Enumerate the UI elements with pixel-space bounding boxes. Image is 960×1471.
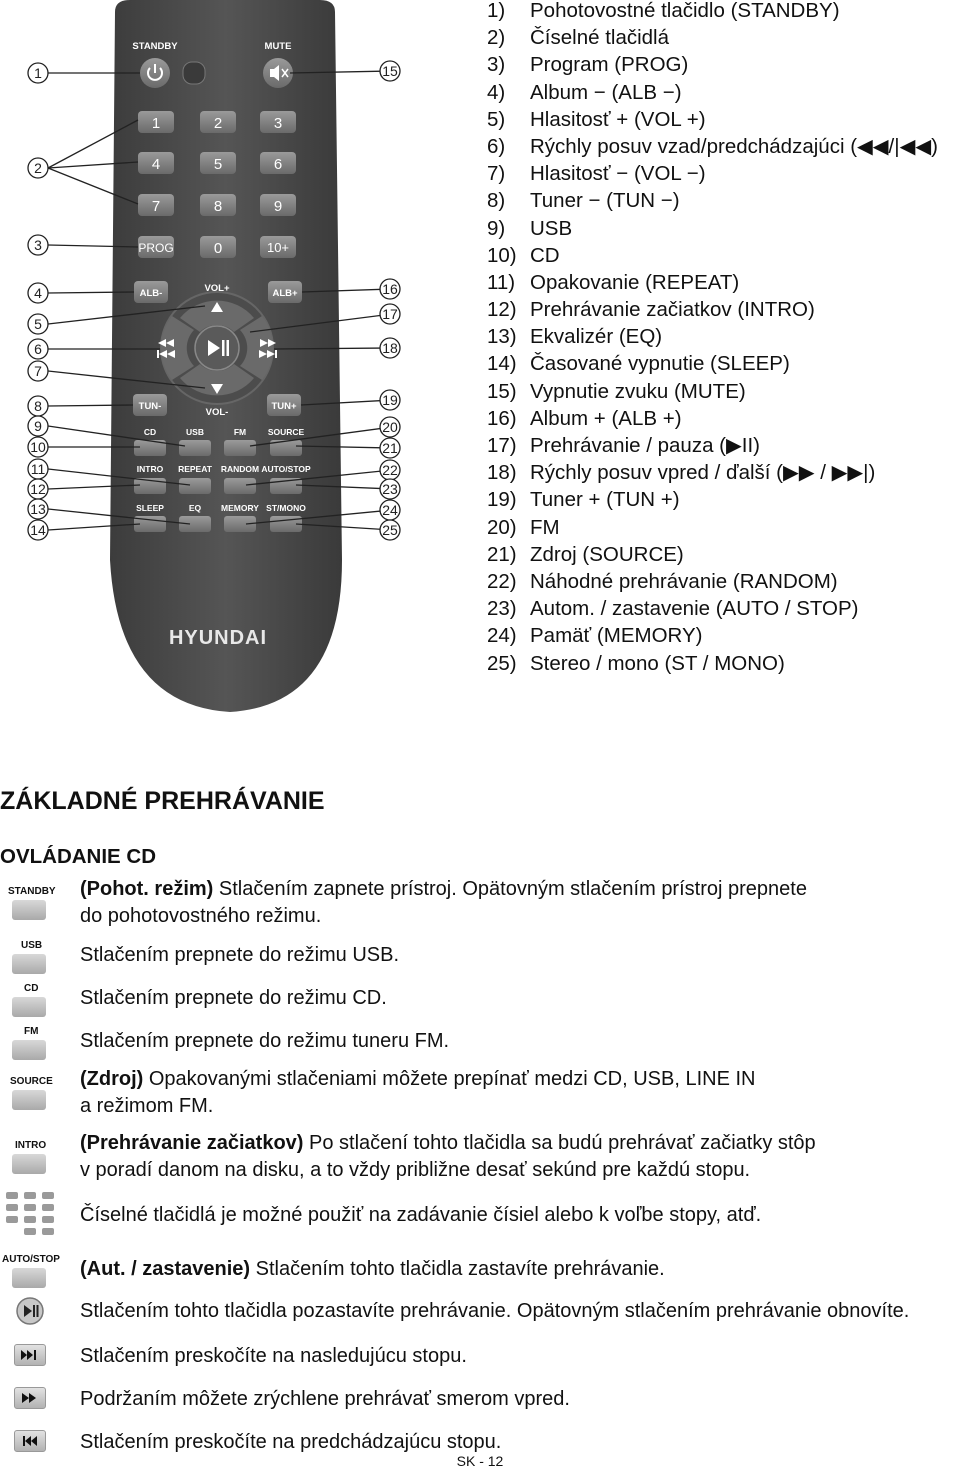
vol-plus-label: VOL+ (204, 283, 230, 294)
legend-item (487, 571, 957, 598)
svg-text:16: 16 (382, 281, 398, 297)
legend-number: 4) (487, 80, 506, 104)
svg-text:FM: FM (233, 427, 247, 437)
svg-text:2: 2 (213, 115, 223, 132)
svg-text:13: 13 (30, 501, 46, 517)
remote-control-diagram (20, 0, 420, 715)
legend-number: 14) (487, 352, 517, 376)
svg-text:10+: 10+ (266, 240, 290, 255)
mute-button[interactable] (263, 58, 293, 88)
callout-11 (28, 459, 48, 479)
svg-text:EQ: EQ (188, 503, 202, 513)
legend-text: Album + (ALB +) (530, 406, 682, 430)
svg-text:11: 11 (30, 461, 46, 477)
legend-number: 9) (487, 216, 506, 240)
callout-13 (28, 499, 48, 519)
number-key[interactable] (138, 152, 174, 174)
standby-icon-label: STANDBY (8, 886, 56, 897)
legend-text: Pohotovostné tlačidlo (STANDBY) (530, 0, 840, 22)
legend-number: 7) (487, 162, 506, 186)
legend-number: 20) (487, 515, 517, 539)
legend-text: Vypnutie zvuku (MUTE) (530, 379, 746, 403)
svg-text:1: 1 (34, 65, 42, 81)
callout-17 (380, 304, 400, 324)
legend-item (487, 245, 957, 272)
legend-number: 21) (487, 542, 517, 566)
alb-minus-button[interactable] (134, 281, 168, 303)
legend-number: 11) (487, 270, 516, 294)
legend-text: Rýchly posuv vzad/predchádzajúci (◀◀/|◀◀) (530, 134, 938, 158)
legend-text: Stereo / mono (ST / MONO) (530, 651, 785, 675)
fast-forward-icon (15, 1388, 45, 1408)
svg-text:REPEAT: REPEAT (178, 464, 212, 474)
callout-9 (28, 416, 48, 436)
legend-item (487, 82, 957, 109)
svg-text:5: 5 (213, 156, 223, 173)
svg-text:3: 3 (34, 237, 42, 253)
svg-text:2: 2 (34, 160, 42, 176)
legend-text: Zdroj (SOURCE) (530, 542, 684, 566)
skip-next-icon (15, 1345, 45, 1365)
callout-15 (380, 61, 400, 81)
legend-number: 24) (487, 624, 517, 648)
legend-number: 5) (487, 107, 506, 131)
svg-text:17: 17 (382, 306, 398, 322)
usb-icon-label: USB (21, 940, 43, 951)
callout-25 (380, 520, 400, 540)
prog-button[interactable] (138, 236, 174, 258)
svg-text:3: 3 (273, 115, 283, 132)
svg-text:ALB+: ALB+ (272, 288, 298, 299)
mute-label: MUTE (264, 41, 292, 52)
legend-item (487, 462, 957, 489)
callout-19 (380, 390, 400, 410)
legend-text: Prehrávanie / pauza (▶II) (530, 434, 760, 457)
callout-4 (28, 283, 48, 303)
svg-text:22: 22 (382, 462, 398, 478)
legend-item (487, 109, 957, 136)
legend-item (487, 136, 957, 163)
svg-text:TUN-: TUN- (138, 401, 162, 412)
legend-number: 16) (487, 406, 517, 430)
legend-item (487, 54, 957, 81)
play-pause-button[interactable] (195, 326, 239, 370)
legend-item (487, 625, 957, 652)
legend-text: Hlasitosť + (VOL +) (530, 107, 706, 131)
svg-text:4: 4 (34, 285, 42, 301)
svg-text:18: 18 (382, 340, 398, 356)
legend-item (487, 218, 957, 245)
legend-number: 12) (487, 298, 517, 322)
callout-3 (28, 235, 48, 255)
button-legend-list (487, 0, 957, 680)
tun-plus-button[interactable] (267, 394, 301, 416)
usb-button-icon (12, 954, 46, 974)
legend-text: Náhodné prehrávanie (RANDOM) (530, 569, 838, 593)
callouts-left (28, 63, 48, 540)
svg-text:RANDOM: RANDOM (220, 464, 260, 474)
page-number: SK - 12 (456, 1453, 504, 1469)
callout-8 (28, 396, 48, 416)
number-key[interactable] (260, 236, 296, 258)
number-key[interactable] (200, 111, 236, 133)
svg-text:7: 7 (34, 363, 42, 379)
legend-text: Tuner + (TUN +) (530, 488, 680, 512)
source-button-icon (12, 1090, 46, 1110)
svg-text:INTRO: INTRO (136, 464, 164, 474)
callout-18 (380, 338, 400, 358)
brand-logo: HYUNDAI (168, 627, 268, 649)
legend-item (487, 598, 957, 625)
legend-item (487, 190, 957, 217)
legend-text: CD (530, 243, 560, 267)
legend-text: Tuner − (TUN −) (530, 189, 680, 213)
source-icon-label: SOURCE (10, 1076, 53, 1087)
legend-text: Časované vypnutie (SLEEP) (530, 352, 790, 376)
svg-text:6: 6 (273, 156, 283, 173)
legend-item (487, 353, 957, 380)
numeric-keypad-icon (4, 1190, 58, 1240)
number-key[interactable] (200, 152, 236, 174)
legend-item (487, 0, 957, 27)
auto-stop-icon-label: AUTO/STOP (2, 1254, 60, 1265)
legend-text: Hlasitosť − (VOL −) (530, 162, 706, 186)
eq-button[interactable] (179, 516, 211, 532)
svg-text:SLEEP: SLEEP (136, 503, 164, 513)
legend-item (487, 299, 957, 326)
callout-24 (380, 500, 400, 520)
legend-number: 25) (487, 651, 517, 675)
callout-14 (28, 520, 48, 540)
legend-text: Prehrávanie začiatkov (INTRO) (530, 298, 815, 322)
skip-prev-icon (15, 1431, 45, 1451)
svg-text:0: 0 (213, 240, 223, 257)
callout-23 (380, 479, 400, 499)
section-title: ZÁKLADNÉ PREHRÁVANIE (0, 787, 325, 815)
number-key[interactable] (138, 194, 174, 216)
legend-number: 17) (487, 434, 517, 457)
svg-text:6: 6 (34, 341, 42, 357)
svg-text:21: 21 (382, 440, 398, 456)
fm-button[interactable] (224, 440, 256, 456)
random-button[interactable] (224, 478, 256, 494)
legend-item (487, 163, 957, 190)
subsection-title: OVLÁDANIE CD (0, 845, 157, 868)
callout-21 (380, 438, 400, 458)
legend-text: FM (530, 515, 560, 539)
callouts-right (380, 61, 400, 540)
callout-22 (380, 460, 400, 480)
callout-10 (28, 437, 48, 457)
callout-7 (28, 361, 48, 381)
legend-number: 8) (487, 189, 506, 213)
legend-item (487, 653, 957, 680)
tun-minus-button[interactable] (133, 394, 167, 416)
svg-text:15: 15 (382, 63, 398, 79)
cd-button-icon (12, 997, 46, 1017)
svg-text:CD: CD (143, 427, 157, 437)
legend-text: USB (530, 216, 573, 240)
legend-number: 3) (487, 53, 506, 77)
number-key[interactable] (260, 111, 296, 133)
svg-text:TUN+: TUN+ (271, 401, 297, 412)
intro-icon-label: INTRO (15, 1140, 47, 1151)
legend-number: 23) (487, 597, 517, 621)
intro-button-icon (12, 1154, 46, 1174)
fm-icon-label: FM (24, 1026, 39, 1037)
svg-text:9: 9 (273, 198, 283, 215)
svg-text:4: 4 (151, 156, 161, 173)
svg-text:25: 25 (382, 522, 398, 538)
alb-plus-button[interactable] (268, 281, 302, 303)
legend-number: 19) (487, 488, 517, 512)
svg-text:PROG: PROG (138, 241, 174, 255)
svg-text:9: 9 (34, 418, 42, 434)
callout-2 (28, 158, 48, 178)
svg-text:19: 19 (382, 392, 398, 408)
svg-text:ALB-: ALB- (139, 288, 163, 299)
svg-text:10: 10 (30, 439, 46, 455)
number-key[interactable] (260, 194, 296, 216)
legend-number: 6) (487, 134, 506, 158)
legend-item (487, 381, 957, 408)
repeat-button[interactable] (179, 478, 211, 494)
legend-item (487, 435, 957, 462)
svg-text:ST/MONO: ST/MONO (266, 503, 306, 513)
number-key[interactable] (138, 111, 174, 133)
legend-number: 10) (487, 243, 517, 267)
callout-1 (28, 63, 48, 83)
svg-text:USB: USB (186, 427, 204, 437)
legend-number: 22) (487, 569, 517, 593)
legend-number: 18) (487, 461, 517, 485)
svg-text:20: 20 (382, 419, 398, 435)
ffwd-button-icon (14, 1387, 46, 1409)
fm-button-icon (12, 1040, 46, 1060)
prev-button-icon (14, 1430, 46, 1452)
legend-item (487, 544, 957, 571)
legend-number: 13) (487, 325, 517, 349)
number-key[interactable] (200, 236, 236, 258)
legend-text: Opakovanie (REPEAT) (530, 270, 740, 294)
vol-minus-label: VOL- (205, 407, 229, 418)
auto-stop-button-icon (12, 1268, 46, 1288)
number-key[interactable] (260, 152, 296, 174)
legend-text: Číselné tlačidlá (530, 26, 670, 50)
legend-item (487, 408, 957, 435)
legend-number: 1) (487, 0, 506, 22)
svg-text:7: 7 (151, 198, 161, 215)
svg-text:23: 23 (382, 481, 398, 497)
callout-20 (380, 417, 400, 437)
legend-text: Ekvalizér (EQ) (530, 325, 663, 349)
legend-item (487, 517, 957, 544)
legend-item (487, 326, 957, 353)
callout-6 (28, 339, 48, 359)
svg-text:MEMORY: MEMORY (221, 503, 259, 513)
callout-5 (28, 314, 48, 334)
svg-text:12: 12 (30, 481, 46, 497)
legend-item (487, 27, 957, 54)
svg-text:1: 1 (151, 115, 161, 132)
legend-text: Rýchly posuv vpred / ďalší (▶▶ / ▶▶|) (530, 461, 876, 485)
legend-number: 2) (487, 26, 506, 50)
legend-number: 15) (487, 379, 517, 403)
svg-text:8: 8 (213, 198, 223, 215)
legend-text: Pamäť (MEMORY) (530, 624, 703, 648)
svg-text:5: 5 (34, 316, 42, 332)
svg-text:8: 8 (34, 398, 42, 414)
svg-text:AUTO/STOP: AUTO/STOP (261, 464, 311, 474)
standby-label: STANDBY (132, 41, 178, 52)
svg-text:24: 24 (382, 502, 398, 518)
svg-text:SOURCE: SOURCE (267, 427, 305, 437)
usb-button[interactable] (179, 440, 211, 456)
callout-16 (380, 279, 400, 299)
legend-text: Album − (ALB −) (530, 80, 682, 104)
legend-item (487, 272, 957, 299)
number-key[interactable] (200, 194, 236, 216)
next-button-icon (14, 1344, 46, 1366)
legend-item (487, 489, 957, 516)
cd-icon-label: CD (24, 983, 39, 994)
callout-12 (28, 479, 48, 499)
standby-button-icon (12, 900, 46, 920)
play-pause-icon (15, 1296, 45, 1326)
svg-text:14: 14 (30, 522, 46, 538)
legend-text: Program (PROG) (530, 53, 689, 77)
legend-text: Autom. / zastavenie (AUTO / STOP) (530, 597, 859, 621)
